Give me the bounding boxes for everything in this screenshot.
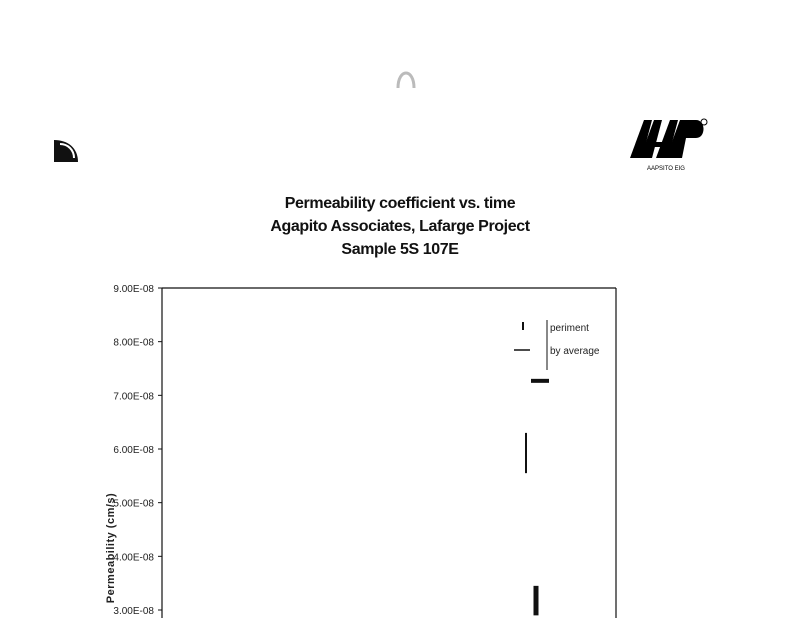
y-axis-label: Permeability (cm/s): [105, 492, 117, 604]
y-tick-label: 4.00E-08: [113, 552, 154, 564]
y-tick-label: 6.00E-08: [113, 445, 154, 456]
chart-title-line-2: Agapito Associates, Lafarge Project: [270, 218, 530, 235]
y-tick-label: 5.00E-08: [113, 498, 154, 510]
y-tick-label: 8.00E-08: [113, 337, 154, 349]
logo-caption: AAPSITO EIG: [647, 166, 685, 172]
legend-label-average: by average: [550, 346, 600, 357]
y-tick-label: 7.00E-08: [113, 391, 154, 403]
y-tick-label: 9.00E-08: [113, 284, 154, 295]
average-data-point: [531, 379, 549, 383]
legend-label-experiment: periment: [550, 323, 589, 334]
chart-title-line-1: Permeability coefficient vs. time: [284, 195, 516, 212]
chart-title-line-3: Sample 5S 107E: [341, 241, 459, 258]
y-tick-label: 3.00E-08: [113, 606, 154, 617]
